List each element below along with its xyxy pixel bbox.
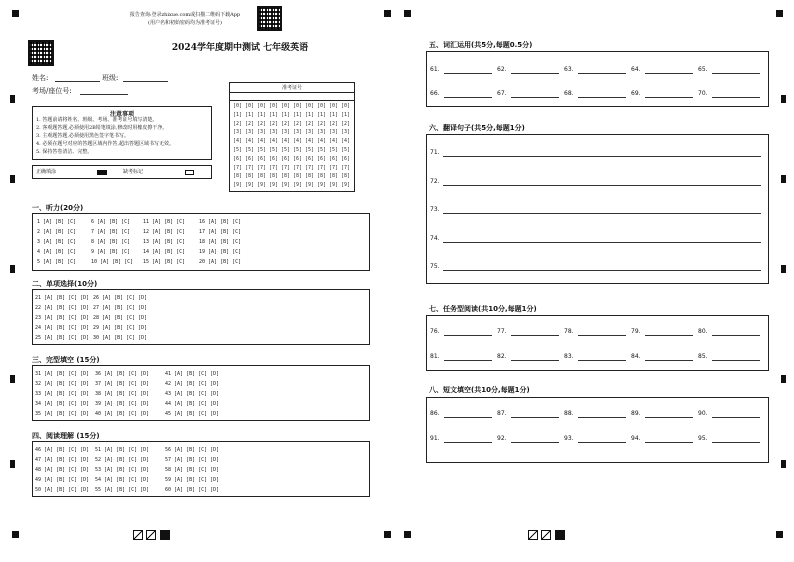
answer-bubble-row[interactable]: 27 [A] [B] [C] [D] bbox=[93, 305, 148, 311]
answer-bubble-row[interactable]: 46 [A] [B] [C] [D] bbox=[35, 447, 90, 453]
answer-bubble-row[interactable]: 8 [A] [B] [C] bbox=[91, 239, 131, 245]
exam-id-bubble[interactable]: [6] bbox=[245, 155, 255, 162]
seat-field[interactable] bbox=[32, 86, 72, 96]
answer-line[interactable] bbox=[443, 185, 761, 186]
timing-mark bbox=[10, 460, 15, 468]
answer-bubble-row[interactable]: 14 [A] [B] [C] bbox=[143, 249, 186, 255]
answer-line[interactable] bbox=[511, 442, 559, 443]
section2-box bbox=[32, 289, 370, 345]
report-notice-line2: (用户名和初始密码均为准考证号) bbox=[148, 20, 222, 26]
answer-bubble-row[interactable]: 35 [A] [B] [C] [D] bbox=[35, 411, 90, 417]
class-label: 班级: bbox=[102, 74, 119, 82]
answer-bubble-row[interactable]: 40 [A] [B] [C] [D] bbox=[95, 411, 150, 417]
answer-line[interactable] bbox=[578, 442, 626, 443]
question-number: 64. bbox=[631, 66, 641, 73]
report-notice-line1: 报告查询:登录zhixue.com或扫描二维码下载App bbox=[129, 12, 241, 18]
exam-id-bubble[interactable]: [2] bbox=[317, 120, 327, 127]
exam-id-bubble[interactable]: [8] bbox=[293, 173, 303, 180]
exam-id-bubble[interactable]: [0] bbox=[233, 103, 243, 109]
section6-title: 六、翻译句子(共5分,每题1分) bbox=[429, 124, 525, 132]
question-number: 79. bbox=[631, 328, 641, 335]
exam-title: 2024学年度期中测试 七年级英语 bbox=[171, 43, 309, 53]
exam-id-bubble[interactable]: [3] bbox=[317, 129, 327, 136]
exam-id-bubble[interactable]: [4] bbox=[269, 138, 279, 145]
exam-id-bubble[interactable]: [7] bbox=[257, 164, 267, 171]
answer-bubble-row[interactable]: 4 [A] [B] [C] bbox=[37, 249, 77, 255]
question-number: 69. bbox=[631, 90, 641, 97]
exam-id-bubble[interactable]: [2] bbox=[293, 120, 303, 127]
section7-box bbox=[426, 315, 769, 371]
question-number: 63. bbox=[564, 66, 574, 73]
answer-line[interactable] bbox=[444, 97, 492, 98]
exam-id-bubble[interactable]: [2] bbox=[305, 120, 315, 127]
exam-id-bubble[interactable]: [2] bbox=[281, 120, 291, 127]
exam-id-bubble[interactable]: [2] bbox=[341, 120, 351, 127]
page-marker-filled bbox=[555, 530, 565, 540]
question-number: 88. bbox=[564, 410, 574, 417]
exam-id-bubble[interactable]: [7] bbox=[269, 164, 279, 171]
question-number: 78. bbox=[564, 328, 574, 335]
exam-id-bubble[interactable]: [2] bbox=[245, 120, 255, 127]
exam-id-bubble[interactable]: [9] bbox=[257, 182, 267, 189]
exam-id-bubble[interactable]: [0] bbox=[305, 103, 315, 109]
registration-mark-top-right bbox=[776, 10, 783, 17]
answer-line[interactable] bbox=[712, 73, 760, 74]
exam-id-bubble[interactable]: [0] bbox=[269, 103, 279, 109]
section5-box bbox=[426, 51, 769, 107]
answer-line[interactable] bbox=[712, 360, 760, 361]
exam-id-bubble[interactable]: [6] bbox=[329, 155, 339, 162]
exam-id-bubble[interactable]: [2] bbox=[269, 120, 279, 127]
exam-id-bubble[interactable]: [4] bbox=[293, 138, 303, 145]
exam-id-bubble[interactable]: [7] bbox=[233, 164, 243, 171]
exam-id-bubble[interactable]: [1] bbox=[329, 111, 339, 118]
section4-box bbox=[32, 441, 370, 497]
exam-id-bubble[interactable]: [9] bbox=[245, 182, 255, 189]
page-marker-box bbox=[541, 530, 551, 540]
exam-id-bubble[interactable]: [0] bbox=[329, 103, 339, 109]
section4-title: 四、阅读理解 (15分) bbox=[32, 432, 100, 440]
answer-bubble-row[interactable]: 29 [A] [B] [C] [D] bbox=[93, 325, 148, 331]
page-marker-box bbox=[528, 530, 538, 540]
answer-line[interactable] bbox=[444, 335, 492, 336]
registration-mark-mid-right bbox=[404, 10, 411, 17]
exam-id-bubble[interactable]: [3] bbox=[293, 129, 303, 136]
registration-mark-top-left bbox=[12, 10, 19, 17]
exam-id-bubble[interactable]: [8] bbox=[329, 173, 339, 180]
answer-bubble-row[interactable]: 32 [A] [B] [C] [D] bbox=[35, 381, 90, 387]
question-number: 83. bbox=[564, 353, 574, 360]
exam-id-bubble[interactable]: [1] bbox=[233, 111, 243, 118]
answer-bubble-row[interactable]: 37 [A] [B] [C] [D] bbox=[95, 381, 150, 387]
section6-box bbox=[426, 134, 769, 284]
question-number: 74. bbox=[430, 234, 440, 242]
exam-id-bubble[interactable]: [0] bbox=[281, 103, 291, 109]
exam-id-bubble[interactable]: [4] bbox=[281, 138, 291, 145]
exam-id-bubble[interactable]: [8] bbox=[305, 173, 315, 180]
question-number: 80. bbox=[698, 328, 708, 335]
exam-id-bubble[interactable]: [9] bbox=[281, 182, 291, 189]
answer-line[interactable] bbox=[712, 335, 760, 336]
notes-title: 注意事项 bbox=[109, 111, 134, 118]
answer-bubble-row[interactable]: 39 [A] [B] [C] [D] bbox=[95, 401, 150, 407]
note-item: 3. 主观题答题,必须使用黑色签字笔书写。 bbox=[36, 133, 129, 139]
timing-mark bbox=[10, 375, 15, 383]
correct-fill-label: 正确填涂 bbox=[36, 169, 57, 175]
exam-id-bubble[interactable]: [6] bbox=[269, 155, 279, 162]
exam-id-bubble[interactable]: [1] bbox=[281, 111, 291, 118]
answer-bubble-row[interactable]: 44 [A] [B] [C] [D] bbox=[165, 401, 220, 407]
answer-bubble-row[interactable]: 38 [A] [B] [C] [D] bbox=[95, 391, 150, 397]
answer-line[interactable] bbox=[511, 97, 559, 98]
answer-line[interactable] bbox=[712, 417, 760, 418]
answer-bubble-row[interactable]: 15 [A] [B] [C] bbox=[143, 259, 186, 265]
question-number: 93. bbox=[564, 435, 574, 442]
question-number: 85. bbox=[698, 353, 708, 360]
section3-box bbox=[32, 365, 370, 421]
exam-id-bubble[interactable]: [5] bbox=[341, 147, 351, 153]
answer-line[interactable] bbox=[578, 97, 626, 98]
exam-id-bubble[interactable]: [3] bbox=[281, 129, 291, 136]
answer-bubble-row[interactable]: 60 [A] [B] [C] [D] bbox=[165, 487, 220, 493]
page-marker-filled bbox=[160, 530, 170, 540]
exam-id-bubble[interactable]: [5] bbox=[305, 147, 315, 153]
exam-id-bubble[interactable]: [3] bbox=[305, 129, 315, 136]
answer-line[interactable] bbox=[645, 442, 693, 443]
registration-mark-bottom-left bbox=[12, 531, 19, 538]
exam-id-bubble[interactable]: [4] bbox=[317, 138, 327, 145]
exam-id-entry-row[interactable] bbox=[230, 93, 354, 101]
answer-line[interactable] bbox=[511, 360, 559, 361]
seat-line[interactable] bbox=[80, 94, 128, 95]
section8-title: 八、短文填空(共10分,每题1分) bbox=[429, 386, 530, 394]
registration-mark-mid-left bbox=[384, 10, 391, 17]
exam-id-bubble[interactable]: [4] bbox=[329, 138, 339, 145]
note-item: 5. 保持答卷清洁、完整。 bbox=[36, 149, 93, 155]
exam-id-bubble[interactable]: [3] bbox=[341, 129, 351, 136]
answer-line[interactable] bbox=[712, 97, 760, 98]
exam-id-bubble[interactable]: [1] bbox=[293, 111, 303, 118]
answer-bubble-row[interactable]: 5 [A] [B] [C] bbox=[37, 259, 77, 265]
exam-id-bubble[interactable]: [7] bbox=[317, 164, 327, 171]
timing-mark bbox=[781, 95, 786, 103]
answer-bubble-row[interactable]: 58 [A] [B] [C] [D] bbox=[165, 467, 220, 473]
section1-title: 一、听力(20分) bbox=[32, 204, 84, 212]
exam-id-bubble[interactable]: [2] bbox=[329, 120, 339, 127]
timing-mark bbox=[781, 265, 786, 273]
note-item: 4. 必须在题号对应的答题区域内作答,超出答题区域书写无效。 bbox=[36, 141, 174, 147]
answer-bubble-row[interactable]: 10 [A] [B] [C] bbox=[91, 259, 134, 265]
answer-line[interactable] bbox=[443, 156, 761, 157]
answer-line[interactable] bbox=[443, 242, 761, 243]
notes-box bbox=[32, 106, 212, 160]
exam-id-bubble[interactable]: [9] bbox=[305, 182, 315, 189]
section1-box bbox=[32, 213, 370, 271]
question-number: 68. bbox=[564, 90, 574, 97]
exam-id-bubble[interactable]: [5] bbox=[245, 147, 255, 153]
answer-bubble-row[interactable]: 34 [A] [B] [C] [D] bbox=[35, 401, 90, 407]
exam-id-bubble[interactable]: [8] bbox=[257, 173, 267, 180]
answer-bubble-row[interactable]: 33 [A] [B] [C] [D] bbox=[35, 391, 90, 397]
exam-id-bubble[interactable]: [4] bbox=[341, 138, 351, 145]
answer-bubble-row[interactable]: 52 [A] [B] [C] [D] bbox=[95, 457, 150, 463]
answer-line[interactable] bbox=[444, 417, 492, 418]
answer-bubble-row[interactable]: 54 [A] [B] [C] [D] bbox=[95, 477, 150, 483]
answer-bubble-row[interactable]: 3 [A] [B] [C] bbox=[37, 239, 77, 245]
answer-bubble-row[interactable]: 51 [A] [B] [C] [D] bbox=[95, 447, 150, 453]
exam-id-bubble[interactable]: [6] bbox=[305, 155, 315, 162]
exam-id-bubble[interactable]: [3] bbox=[269, 129, 279, 136]
exam-id-bubble[interactable]: [4] bbox=[257, 138, 267, 145]
answer-bubble-row[interactable]: 7 [A] [B] [C] bbox=[91, 229, 131, 235]
exam-id-bubble[interactable]: [9] bbox=[341, 182, 351, 189]
answer-bubble-row[interactable]: 43 [A] [B] [C] [D] bbox=[165, 391, 220, 397]
answer-bubble-row[interactable]: 21 [A] [B] [C] [D] bbox=[35, 295, 90, 301]
registration-mark-bottom-right bbox=[776, 531, 783, 538]
question-number: 82. bbox=[497, 353, 507, 360]
question-number: 87. bbox=[497, 410, 507, 417]
exam-id-bubble[interactable]: [8] bbox=[317, 173, 327, 180]
note-item: 1. 答题前请将姓名、班级、考场、准考证号填写清楚。 bbox=[36, 117, 158, 123]
answer-bubble-row[interactable]: 59 [A] [B] [C] [D] bbox=[165, 477, 220, 483]
answer-line[interactable] bbox=[578, 417, 626, 418]
exam-id-bubble[interactable]: [8] bbox=[269, 173, 279, 180]
question-number: 70. bbox=[698, 90, 708, 97]
answer-line[interactable] bbox=[444, 73, 492, 74]
exam-id-bubble[interactable]: [7] bbox=[341, 164, 351, 171]
answer-line[interactable] bbox=[578, 335, 626, 336]
answer-bubble-row[interactable]: 24 [A] [B] [C] [D] bbox=[35, 325, 90, 331]
exam-id-bubble[interactable]: [0] bbox=[245, 103, 255, 109]
question-number: 81. bbox=[430, 353, 440, 360]
answer-line[interactable] bbox=[578, 360, 626, 361]
exam-id-bubble[interactable]: [6] bbox=[317, 155, 327, 162]
answer-bubble-row[interactable]: 20 [A] [B] [C] bbox=[199, 259, 242, 265]
exam-id-bubble[interactable]: [9] bbox=[293, 182, 303, 189]
exam-id-bubble[interactable]: [0] bbox=[293, 103, 303, 109]
name-label: 姓名: bbox=[32, 74, 49, 82]
note-item: 2. 客观题答题,必须使用2B铅笔填涂,修改时用橡皮擦干净。 bbox=[36, 125, 168, 131]
answer-bubble-row[interactable]: 16 [A] [B] [C] bbox=[199, 219, 242, 225]
timing-mark bbox=[10, 95, 15, 103]
fill-legend-box bbox=[32, 165, 212, 179]
exam-id-bubble[interactable]: [5] bbox=[269, 147, 279, 153]
exam-id-bubble[interactable]: [1] bbox=[257, 111, 267, 118]
question-number: 77. bbox=[497, 328, 507, 335]
exam-id-bubble[interactable]: [3] bbox=[329, 129, 339, 136]
section3-title: 三、完型填空 (15分) bbox=[32, 356, 100, 364]
question-number: 62. bbox=[497, 66, 507, 73]
answer-line[interactable] bbox=[645, 360, 693, 361]
question-number: 95. bbox=[698, 435, 708, 442]
answer-bubble-row[interactable]: 49 [A] [B] [C] [D] bbox=[35, 477, 90, 483]
question-number: 84. bbox=[631, 353, 641, 360]
exam-id-bubble[interactable]: [6] bbox=[257, 155, 267, 162]
exam-id-bubble[interactable]: [6] bbox=[341, 155, 351, 162]
exam-id-bubble[interactable]: [1] bbox=[317, 111, 327, 118]
answer-line[interactable] bbox=[443, 213, 761, 214]
exam-id-bubble[interactable]: [1] bbox=[341, 111, 351, 118]
answer-bubble-row[interactable]: 9 [A] [B] [C] bbox=[91, 249, 131, 255]
answer-bubble-row[interactable]: 50 [A] [B] [C] [D] bbox=[35, 487, 90, 493]
answer-bubble-row[interactable]: 19 [A] [B] [C] bbox=[199, 249, 242, 255]
absent-mark-label: 缺考标记 bbox=[123, 169, 144, 175]
answer-bubble-row[interactable]: 22 [A] [B] [C] [D] bbox=[35, 305, 90, 311]
name-line[interactable] bbox=[55, 81, 100, 82]
exam-id-box bbox=[229, 82, 355, 192]
exam-id-bubble[interactable]: [5] bbox=[233, 147, 243, 153]
question-number: 86. bbox=[430, 410, 440, 417]
exam-id-bubble[interactable]: [8] bbox=[233, 173, 243, 180]
exam-id-bubble[interactable]: [8] bbox=[341, 173, 351, 180]
exam-id-bubble[interactable]: [8] bbox=[245, 173, 255, 180]
answer-bubble-row[interactable]: 36 [A] [B] [C] [D] bbox=[95, 371, 150, 377]
section7-title: 七、任务型阅读(共10分,每题1分) bbox=[429, 305, 537, 313]
absent-mark-checkbox[interactable] bbox=[185, 170, 194, 175]
student-qr-code-icon bbox=[28, 40, 54, 66]
answer-line[interactable] bbox=[712, 442, 760, 443]
question-number: 65. bbox=[698, 66, 708, 73]
question-number: 75. bbox=[430, 263, 440, 270]
answer-bubble-row[interactable]: 28 [A] [B] [C] [D] bbox=[93, 315, 148, 321]
answer-bubble-row[interactable]: 1 [A] [B] [C] bbox=[37, 219, 77, 225]
question-number: 76. bbox=[430, 328, 440, 335]
timing-mark bbox=[10, 175, 15, 183]
seat-label: 考场/座位号: bbox=[32, 87, 72, 95]
answer-bubble-row[interactable]: 25 [A] [B] [C] [D] bbox=[35, 335, 90, 341]
answer-line[interactable] bbox=[511, 73, 559, 74]
question-number: 66. bbox=[430, 90, 440, 97]
exam-id-bubble[interactable]: [5] bbox=[293, 147, 303, 153]
exam-id-bubble[interactable]: [5] bbox=[317, 147, 327, 153]
question-number: 89. bbox=[631, 410, 641, 417]
exam-id-bubble[interactable]: [7] bbox=[245, 164, 255, 171]
exam-id-bubble[interactable]: [6] bbox=[233, 155, 243, 162]
exam-id-bubble[interactable]: [4] bbox=[233, 138, 243, 145]
section8-box bbox=[426, 397, 769, 463]
question-number: 71. bbox=[430, 149, 440, 156]
question-number: 90. bbox=[698, 410, 708, 417]
timing-mark bbox=[781, 375, 786, 383]
exam-id-bubble[interactable]: [9] bbox=[329, 182, 339, 189]
registration-mark-bottom-mid-left bbox=[384, 531, 391, 538]
answer-bubble-row[interactable]: 41 [A] [B] [C] [D] bbox=[165, 371, 220, 377]
question-number: 67. bbox=[497, 90, 507, 97]
exam-id-bubble[interactable]: [0] bbox=[317, 103, 327, 109]
timing-mark bbox=[10, 265, 15, 273]
exam-id-bubble[interactable]: [4] bbox=[245, 138, 255, 145]
exam-id-bubble[interactable]: [8] bbox=[281, 173, 291, 180]
answer-line[interactable] bbox=[645, 335, 693, 336]
answer-bubble-row[interactable]: 56 [A] [B] [C] [D] bbox=[165, 447, 220, 453]
answer-bubble-row[interactable]: 31 [A] [B] [C] [D] bbox=[35, 371, 90, 377]
question-number: 61. bbox=[430, 66, 440, 73]
answer-line[interactable] bbox=[444, 360, 492, 361]
answer-line[interactable] bbox=[444, 442, 492, 443]
question-number: 73. bbox=[430, 206, 440, 213]
exam-id-bubble[interactable]: [1] bbox=[245, 111, 255, 118]
exam-id-bubble[interactable]: [0] bbox=[257, 103, 267, 109]
answer-bubble-row[interactable]: 13 [A] [B] [C] bbox=[143, 239, 186, 245]
question-number: 72. bbox=[430, 177, 440, 185]
exam-id-title: 准考证号 bbox=[230, 84, 354, 93]
exam-id-bubble[interactable]: [7] bbox=[329, 164, 339, 171]
question-number: 91. bbox=[430, 435, 440, 442]
answer-line[interactable] bbox=[645, 97, 693, 98]
exam-id-bubble[interactable]: [3] bbox=[245, 129, 255, 136]
answer-bubble-row[interactable]: 11 [A] [B] [C] bbox=[143, 219, 186, 225]
answer-bubble-row[interactable]: 23 [A] [B] [C] [D] bbox=[35, 315, 90, 321]
question-number: 92. bbox=[497, 435, 507, 442]
section2-title: 二、单项选择(10分) bbox=[32, 280, 98, 288]
registration-mark-bottom-mid-right bbox=[404, 531, 411, 538]
qr-code-icon bbox=[257, 6, 282, 31]
answer-bubble-row[interactable]: 57 [A] [B] [C] [D] bbox=[165, 457, 220, 463]
answer-bubble-row[interactable]: 26 [A] [B] [C] [D] bbox=[93, 295, 148, 301]
exam-id-bubble[interactable]: [2] bbox=[233, 120, 243, 127]
answer-bubble-row[interactable]: 48 [A] [B] [C] [D] bbox=[35, 467, 90, 473]
correct-fill-sample-icon bbox=[97, 170, 107, 175]
exam-id-bubble[interactable]: [5] bbox=[329, 147, 339, 153]
answer-bubble-row[interactable]: 6 [A] [B] [C] bbox=[91, 219, 131, 225]
page-marker-box bbox=[133, 530, 143, 540]
class-field[interactable] bbox=[102, 73, 118, 83]
exam-id-bubble[interactable]: [4] bbox=[305, 138, 315, 145]
exam-id-bubble[interactable]: [7] bbox=[305, 164, 315, 171]
answer-line[interactable] bbox=[645, 73, 693, 74]
exam-id-bubble[interactable]: [5] bbox=[281, 147, 291, 153]
exam-id-bubble[interactable]: [6] bbox=[293, 155, 303, 162]
page-marker-box bbox=[146, 530, 156, 540]
timing-mark bbox=[781, 175, 786, 183]
section5-title: 五、词汇运用(共5分,每题0.5分) bbox=[429, 41, 533, 49]
exam-id-bubble[interactable]: [9] bbox=[317, 182, 327, 189]
answer-bubble-row[interactable]: 12 [A] [B] [C] bbox=[143, 229, 186, 235]
exam-id-bubble[interactable]: [3] bbox=[233, 129, 243, 136]
name-field[interactable] bbox=[32, 73, 48, 83]
exam-id-bubble[interactable]: [5] bbox=[257, 147, 267, 153]
answer-line[interactable] bbox=[511, 417, 559, 418]
question-number: 94. bbox=[631, 435, 641, 442]
answer-line[interactable] bbox=[443, 270, 761, 271]
answer-bubble-row[interactable]: 42 [A] [B] [C] [D] bbox=[165, 381, 220, 387]
timing-mark bbox=[781, 460, 786, 468]
answer-bubble-row[interactable]: 18 [A] [B] [C] bbox=[199, 239, 242, 245]
answer-bubble-row[interactable]: 17 [A] [B] [C] bbox=[199, 229, 242, 235]
exam-id-bubble[interactable]: [0] bbox=[341, 103, 351, 109]
answer-line[interactable] bbox=[578, 73, 626, 74]
exam-id-bubble[interactable]: [1] bbox=[305, 111, 315, 118]
exam-id-bubble[interactable]: [9] bbox=[269, 182, 279, 189]
answer-bubble-row[interactable]: 2 [A] [B] [C] bbox=[37, 229, 77, 235]
answer-bubble-row[interactable]: 47 [A] [B] [C] [D] bbox=[35, 457, 90, 463]
class-line[interactable] bbox=[123, 81, 168, 82]
answer-line[interactable] bbox=[511, 335, 559, 336]
answer-bubble-row[interactable]: 53 [A] [B] [C] [D] bbox=[95, 467, 150, 473]
exam-id-bubble[interactable]: [1] bbox=[269, 111, 279, 118]
exam-id-bubble[interactable]: [3] bbox=[257, 129, 267, 136]
answer-line[interactable] bbox=[645, 417, 693, 418]
exam-id-bubble[interactable]: [9] bbox=[233, 182, 243, 189]
answer-bubble-row[interactable]: 30 [A] [B] [C] [D] bbox=[93, 335, 148, 341]
exam-id-bubble[interactable]: [6] bbox=[281, 155, 291, 162]
exam-id-bubble[interactable]: [2] bbox=[257, 120, 267, 127]
answer-bubble-row[interactable]: 55 [A] [B] [C] [D] bbox=[95, 487, 150, 493]
answer-bubble-row[interactable]: 45 [A] [B] [C] [D] bbox=[165, 411, 220, 417]
exam-id-bubble[interactable]: [7] bbox=[293, 164, 303, 171]
exam-id-bubble[interactable]: [7] bbox=[281, 164, 291, 171]
